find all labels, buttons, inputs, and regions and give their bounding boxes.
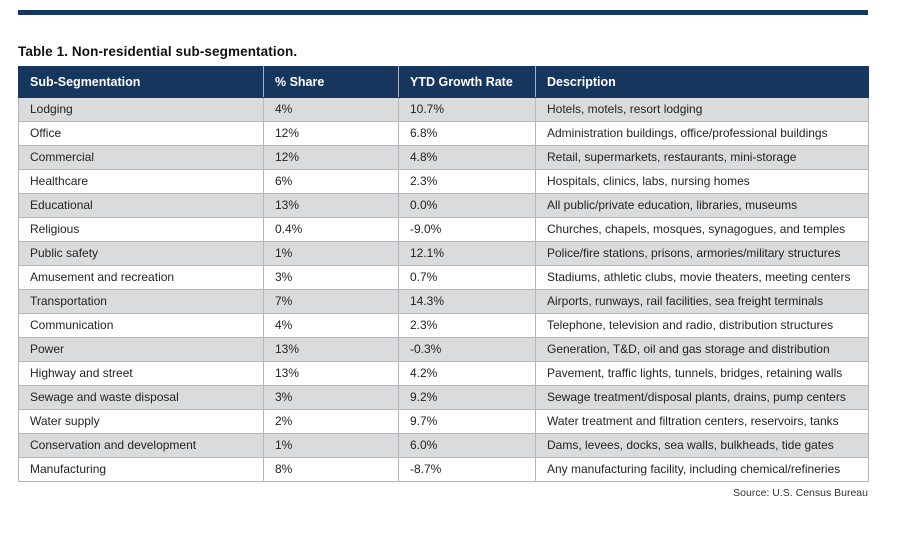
table-row (19, 362, 869, 386)
cell-share: 13% (264, 362, 399, 386)
cell-description: Water treatment and filtration centers, reservoirs, tanks (536, 410, 869, 434)
source-attribution: Source: U.S. Census Bureau (733, 487, 868, 499)
cell-sub-segmentation: Manufacturing (19, 458, 264, 482)
table-row (19, 410, 869, 434)
table-row (19, 170, 869, 194)
column-header-ytd-growth-rate: YTD Growth Rate (399, 67, 536, 98)
cell-ytd-growth-rate: -9.0% (399, 218, 536, 242)
cell-share: 4% (264, 314, 399, 338)
cell-description: Generation, T&D, oil and gas storage and distribution (536, 338, 869, 362)
cell-share: 1% (264, 242, 399, 266)
table-row (19, 218, 869, 242)
cell-share: 8% (264, 458, 399, 482)
cell-description: Retail, supermarkets, restaurants, mini-storage (536, 146, 869, 170)
top-divider-rule (18, 10, 868, 15)
cell-description: Hospitals, clinics, labs, nursing homes (536, 170, 869, 194)
cell-sub-segmentation: Amusement and recreation (19, 266, 264, 290)
cell-ytd-growth-rate: 2.3% (399, 314, 536, 338)
cell-share: 0.4% (264, 218, 399, 242)
cell-ytd-growth-rate: 9.2% (399, 386, 536, 410)
cell-description: Pavement, traffic lights, tunnels, bridges, retaining walls (536, 362, 869, 386)
column-header-description: Description (536, 67, 869, 98)
cell-description: Administration buildings, office/professional buildings (536, 122, 869, 146)
cell-ytd-growth-rate: 14.3% (399, 290, 536, 314)
cell-ytd-growth-rate: 12.1% (399, 242, 536, 266)
cell-description: Hotels, motels, resort lodging (536, 98, 869, 122)
cell-description: Sewage treatment/disposal plants, drains, pump centers (536, 386, 869, 410)
cell-ytd-growth-rate: -0.3% (399, 338, 536, 362)
column-header-share: % Share (264, 67, 399, 98)
cell-description: Dams, levees, docks, sea walls, bulkheads, tide gates (536, 434, 869, 458)
table-body (19, 98, 869, 482)
table-row (19, 434, 869, 458)
cell-description: All public/private education, libraries, museums (536, 194, 869, 218)
cell-ytd-growth-rate: 6.8% (399, 122, 536, 146)
cell-share: 4% (264, 98, 399, 122)
cell-sub-segmentation: Conservation and development (19, 434, 264, 458)
table-title: Table 1. Non-residential sub-segmentation. (18, 44, 298, 59)
cell-share: 3% (264, 266, 399, 290)
table-row (19, 338, 869, 362)
cell-ytd-growth-rate: 10.7% (399, 98, 536, 122)
cell-sub-segmentation: Lodging (19, 98, 264, 122)
cell-sub-segmentation: Religious (19, 218, 264, 242)
cell-sub-segmentation: Sewage and waste disposal (19, 386, 264, 410)
cell-sub-segmentation: Commercial (19, 146, 264, 170)
cell-description: Police/fire stations, prisons, armories/military structures (536, 242, 869, 266)
cell-sub-segmentation: Office (19, 122, 264, 146)
cell-sub-segmentation: Educational (19, 194, 264, 218)
cell-ytd-growth-rate: 4.8% (399, 146, 536, 170)
table-row (19, 266, 869, 290)
cell-sub-segmentation: Public safety (19, 242, 264, 266)
cell-share: 12% (264, 122, 399, 146)
cell-share: 12% (264, 146, 399, 170)
cell-description: Churches, chapels, mosques, synagogues, and temples (536, 218, 869, 242)
cell-share: 6% (264, 170, 399, 194)
cell-sub-segmentation: Communication (19, 314, 264, 338)
cell-ytd-growth-rate: 4.2% (399, 362, 536, 386)
cell-description: Any manufacturing facility, including chemical/refineries (536, 458, 869, 482)
cell-ytd-growth-rate: 0.7% (399, 266, 536, 290)
table-row (19, 194, 869, 218)
table-header-row (19, 67, 869, 98)
table-row (19, 122, 869, 146)
cell-ytd-growth-rate: 9.7% (399, 410, 536, 434)
cell-description: Telephone, television and radio, distribution structures (536, 314, 869, 338)
table-row (19, 242, 869, 266)
cell-share: 2% (264, 410, 399, 434)
cell-share: 13% (264, 338, 399, 362)
cell-share: 3% (264, 386, 399, 410)
cell-description: Airports, runways, rail facilities, sea freight terminals (536, 290, 869, 314)
non-residential-segmentation-table (18, 66, 869, 482)
cell-sub-segmentation: Transportation (19, 290, 264, 314)
cell-ytd-growth-rate: 0.0% (399, 194, 536, 218)
cell-share: 13% (264, 194, 399, 218)
cell-sub-segmentation: Water supply (19, 410, 264, 434)
table-row (19, 290, 869, 314)
table-row (19, 146, 869, 170)
cell-share: 7% (264, 290, 399, 314)
cell-share: 1% (264, 434, 399, 458)
table-row (19, 386, 869, 410)
cell-ytd-growth-rate: 2.3% (399, 170, 536, 194)
cell-sub-segmentation: Highway and street (19, 362, 264, 386)
table-row (19, 458, 869, 482)
column-header-sub-segmentation: Sub-Segmentation (19, 67, 264, 98)
cell-sub-segmentation: Healthcare (19, 170, 264, 194)
cell-description: Stadiums, athletic clubs, movie theaters, meeting centers (536, 266, 869, 290)
cell-ytd-growth-rate: -8.7% (399, 458, 536, 482)
cell-ytd-growth-rate: 6.0% (399, 434, 536, 458)
table-row (19, 98, 869, 122)
table-row (19, 314, 869, 338)
cell-sub-segmentation: Power (19, 338, 264, 362)
